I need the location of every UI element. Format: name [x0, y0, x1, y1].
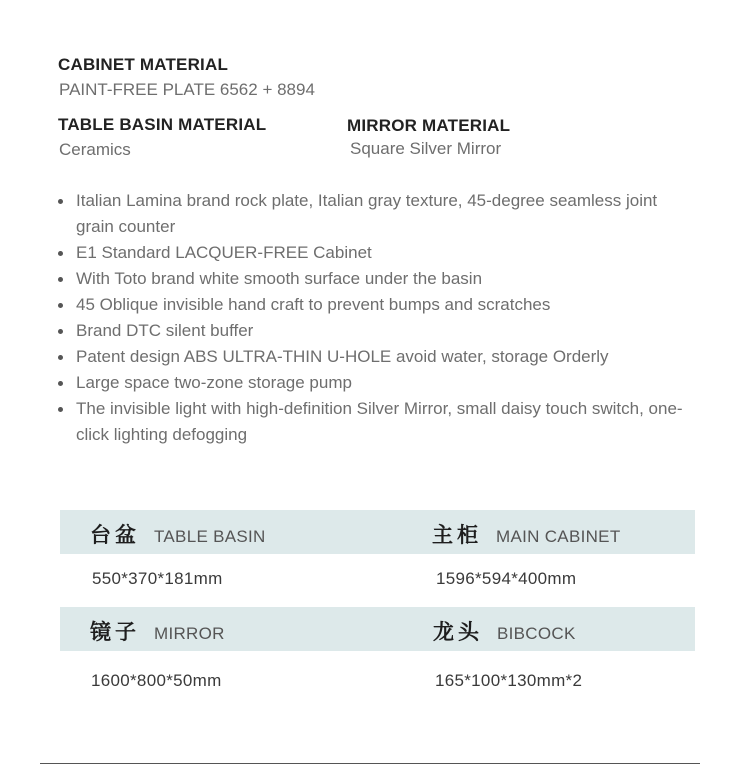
- mirror-material-heading: MIRROR MATERIAL: [347, 116, 511, 135]
- feature-item: Patent design ABS ULTRA-THIN U-HOLE avoid water, storage Orderly: [56, 344, 696, 370]
- spec-label-bibcock: [433, 616, 576, 646]
- spec-size-bibcock: 165*100*130mm*2: [435, 671, 583, 690]
- spec-cn-label: 主柜: [432, 523, 482, 547]
- spec-label-main-cabinet: [432, 519, 621, 549]
- feature-item: Italian Lamina brand rock plate, Italian gray texture, 45-degree seamless joint grain counter: [56, 188, 696, 240]
- spec-label-mirror: [90, 616, 225, 646]
- cabinet-material-heading: CABINET MATERIAL: [58, 55, 229, 74]
- spec-cn-label: 台盆: [90, 523, 140, 547]
- feature-list: [56, 188, 696, 448]
- spec-cn-label: 镜子: [90, 620, 140, 644]
- spec-cn-label: 龙头: [433, 620, 483, 644]
- spec-en-label: MAIN CABINET: [496, 527, 621, 546]
- feature-item: Brand DTC silent buffer: [56, 318, 696, 344]
- feature-item: Large space two-zone storage pump: [56, 370, 696, 396]
- feature-item: E1 Standard LACQUER-FREE Cabinet: [56, 240, 696, 266]
- feature-item: The invisible light with high-definition Silver Mirror, small daisy touch switch, one-click lighting defogging: [56, 396, 696, 448]
- spec-size-mirror: 1600*800*50mm: [91, 671, 222, 690]
- cabinet-material-value: PAINT-FREE PLATE 6562 + 8894: [59, 80, 315, 99]
- table-basin-material-value: Ceramics: [59, 140, 131, 159]
- spec-label-table-basin: [90, 519, 266, 549]
- spec-size-table-basin: 550*370*181mm: [92, 569, 223, 588]
- spec-en-label: TABLE BASIN: [154, 527, 266, 546]
- spec-en-label: BIBCOCK: [497, 624, 576, 643]
- bottom-divider: [40, 763, 700, 764]
- table-basin-material-heading: TABLE BASIN MATERIAL: [58, 115, 267, 134]
- spec-en-label: MIRROR: [154, 624, 225, 643]
- mirror-material-value: Square Silver Mirror: [350, 139, 502, 158]
- feature-item: 45 Oblique invisible hand craft to prevent bumps and scratches: [56, 292, 696, 318]
- feature-item: With Toto brand white smooth surface under the basin: [56, 266, 696, 292]
- spec-size-main-cabinet: 1596*594*400mm: [436, 569, 577, 588]
